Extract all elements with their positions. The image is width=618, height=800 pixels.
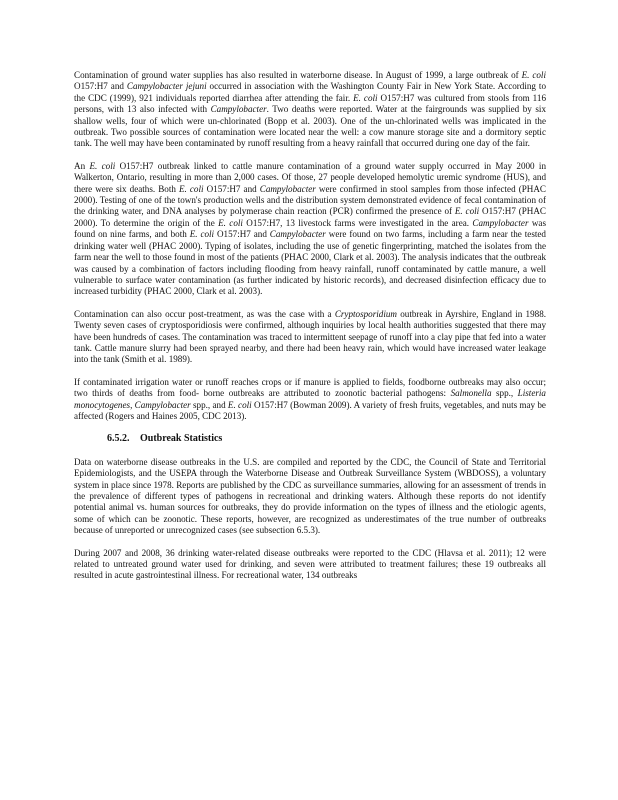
- body-text-upper: [74, 70, 546, 422]
- paragraph-p5: Data on waterborne disease outbreaks in the U.S. are compiled and reported by the CDC, the Council of State and Territorial Epidemiologists, and the USEPA through the Waterborne Disease and Outbreak Surveillance System (WBDOSS), a voluntary system in place since 1978. Reports are published by the CDC as surveillance summaries, allowing for an assessment of trends in the prevalence of different types of pathogens in recreational and drinking waters. Although these reports do not identify potential animal vs. human sources for outbreaks, they do provide information on the types of illness and the etiologic agents, some of which can be zoonotic. These reports, however, are recognized as underestimates of the true number of outbreaks because of unreported or unrecognized cases (see subsection 6.5.3).: [74, 456, 546, 536]
- section-heading: [107, 433, 546, 444]
- paragraph-p2: An E. coli O157:H7 outbreak linked to cattle manure contamination of a ground water supply occurred in May 2000 in Walkerton, Ontario, resulting in more than 2,000 cases. Of those, 27 people developed hemolytic uremic syndrome (HUS), and there were six deaths. Both E. coli O157:H7 and Campylobacter were confirmed in stool samples from those infected (PHAC 2000). Testing of one of the town's production wells and the distribution system demonstrated evidence of fecal contamination of the drinking water, and DNA analyses by polymerase chain reaction (PCR) confirmed the presence of E. coli O157:H7 (PHAC 2000). To determine the origin of the E. coli O157:H7, 13 livestock farms were investigated in the area. Campylobacter was found on nine farms, and both E. coli O157:H7 and Campylobacter were found on two farms, including a farm near the tested drinking water well (PHAC 2000). Typing of isolates, including the use of genetic fingerprinting, matched the isolates from the farm near the well to those found in most of the patients (PHAC 2000, Clark et al. 2003). The analysis indicates that the outbreak was caused by a combination of factors including flooding from heavy rainfall, runoff contaminated by cattle manure, a well vulnerable to surface water contamination (as further indicated by historic records), and decreased disinfection efficacy due to increased turbidity (PHAC 2000, Clark et al. 2003).: [74, 160, 547, 297]
- section-number: 6.5.2.: [107, 433, 130, 445]
- paragraph-p6: During 2007 and 2008, 36 drinking water-related disease outbreaks were reported to the CDC (Hlavsa et al. 2011); 12 were related to untreated ground water used for drinking, and seven were attributed to treatment failures; these 19 outbreaks all resulted in acute gastrointestinal illness. For recreational water, 134 outbreaks: [74, 547, 546, 581]
- paragraph-p4: If contaminated irrigation water or runoff reaches crops or if manure is applied to fields, foodborne outbreaks may also occur; two thirds of deaths from food- borne outbreaks are attributed to zoonotic bacterial pathogens: Salmonella spp., Listeria monocytogenes, Campylobacter spp., and E. coli O157:H7 (Bowman 2009). A variety of fresh fruits, vegetables, and nuts may be affected (Rogers and Haines 2005, CDC 2013).: [74, 376, 546, 421]
- document-page: [74, 70, 546, 593]
- body-text-lower: [74, 457, 546, 582]
- paragraph-p3: Contamination can also occur post-treatment, as was the case with a Cryptosporidium outbreak in Ayrshire, England in 1988. Twenty seven cases of cryptosporidiosis were confirmed, although inquiries by local health authorities suggested that there may have been hundreds of cases. The contamination was traced to intermittent seepage of runoff into a clay pipe that fed into a water tank. Cattle manure slurry had been sprayed nearby, and there had been heavy rain, which would have increased water leakage into the tank (Smith et al. 1989).: [74, 308, 547, 365]
- section-title: Outbreak Statistics: [140, 433, 223, 445]
- paragraph-p1: Contamination of ground water supplies has also resulted in waterborne disease. In August of 1999, a large outbreak of E. coli O157:H7 and Campylobacter jejuni occurred in association with the Washington County Fair in New York State. According to the CDC (1999), 921 individuals reported diarrhea after attending the fair. E. coli O157:H7 was cultured from stools from 116 persons, with 13 also infected with Campylobacter. Two deaths were reported. Water at the fairgrounds was supplied by six shallow wells, four of which were un-chlorinated (Bopp et al. 2003). One of the un-chlorinated wells was implicated in the outbreak. Two possible sources of contamination were located near the well: a cow manure storage site and a dormitory septic tank. The well may have been contaminated by runoff resulting from a heavy rainfall that occurred during one day of the fair.: [74, 70, 546, 149]
